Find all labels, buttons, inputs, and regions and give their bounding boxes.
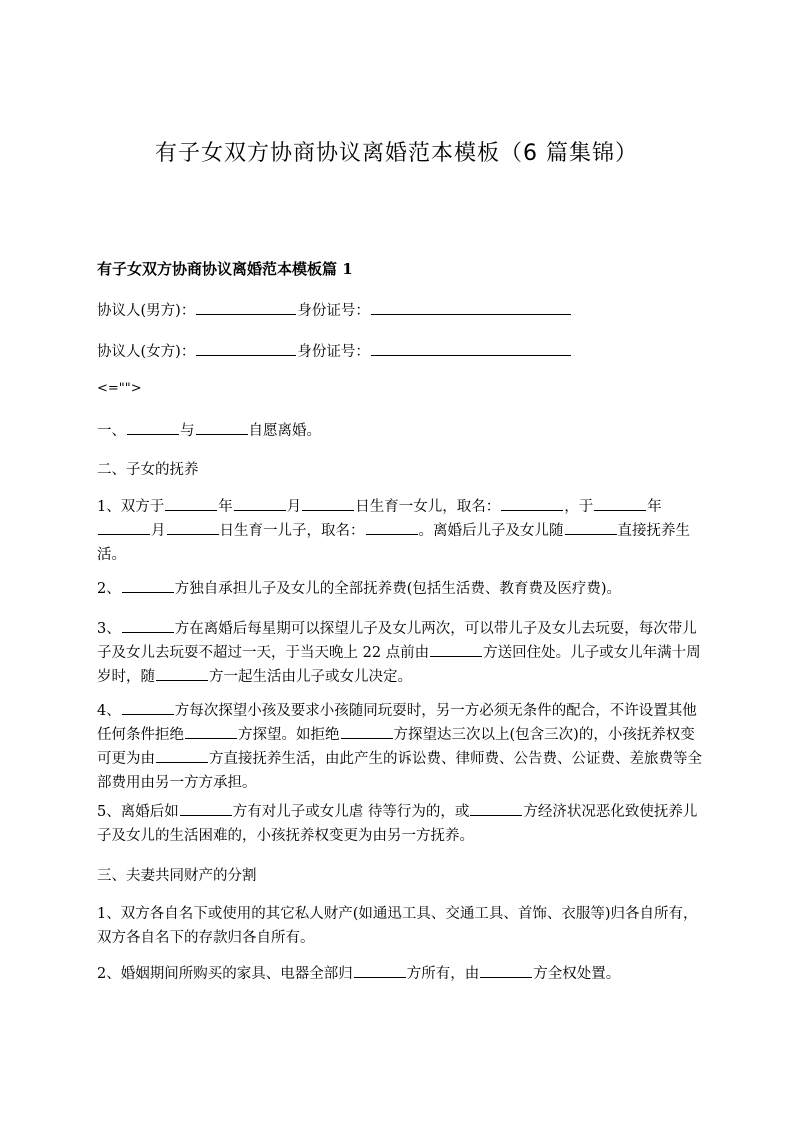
blank	[302, 496, 354, 511]
clause-1	[97, 419, 707, 444]
text: ，于	[564, 499, 594, 515]
blank	[594, 496, 646, 511]
party-b-blank	[196, 420, 248, 435]
blank	[122, 700, 174, 715]
blank	[234, 496, 286, 511]
blank	[185, 724, 237, 739]
husband-line	[97, 299, 707, 324]
paragraph-2-3	[97, 617, 707, 689]
text: 方所有，由	[406, 966, 480, 982]
text: 方经济状况恶化致使抚养儿子及女儿的生活困难的，小孩抚养权变更为由另一方抚养。	[97, 804, 698, 844]
text: 方每次探望小孩及要求小孩随同玩耍时，另一方必须无条件的配合，不许设置其他任何条件拒绝	[97, 703, 697, 743]
paragraph-2-4	[97, 699, 707, 795]
text: 2、	[97, 581, 121, 597]
section-title: 有子女双方协商协议离婚范本模板篇 1	[97, 260, 353, 278]
text: 日生育一女儿，取名：	[355, 499, 501, 515]
paragraph-2-1	[97, 495, 707, 567]
document-title: 有子女双方协商协议离婚范本模板（6 篇集锦）	[155, 141, 638, 166]
husband-id-blank	[371, 300, 571, 315]
husband-label: 协议人(男方)：	[97, 303, 196, 319]
blank	[180, 801, 232, 816]
text: 日生育一儿子，取名：	[219, 523, 365, 539]
blank	[354, 963, 406, 978]
text: 方一起生活由儿子或女儿决定。	[209, 669, 412, 685]
party-a-blank	[127, 420, 179, 435]
husband-id-label: 身份证号：	[297, 303, 370, 319]
text: 1、双方于	[97, 499, 165, 515]
blank	[565, 520, 617, 535]
clause-1-suffix: 自愿离婚。	[248, 423, 321, 439]
blank	[156, 748, 208, 763]
text: 月	[151, 523, 166, 539]
blank	[480, 963, 532, 978]
wife-line	[97, 340, 707, 365]
husband-name-blank	[196, 300, 296, 315]
paragraph-2-2	[97, 577, 707, 602]
text: 直接抚养生活。	[97, 523, 690, 563]
text: 方直接抚养生活，由此产生的诉讼费、律师费、公告费、公证费、差旅费等全部费用由另一方方承担。	[97, 751, 702, 791]
text: 年	[647, 499, 662, 515]
blank	[167, 520, 219, 535]
text: 方有对儿子或女儿虐 待等行为的，或	[232, 804, 470, 820]
text: 5、离婚后如	[97, 804, 179, 820]
text: 方独自承担儿子及女儿的全部抚养费(包括生活费、教育费及医疗费)。	[174, 581, 622, 597]
text: 方送回住处。儿子或女儿年满十周岁时，随	[97, 645, 701, 685]
text: 3、	[97, 621, 121, 637]
blank	[122, 618, 174, 633]
blank	[366, 520, 418, 535]
text: 2、婚姻期间所购买的家具、电器全部归	[97, 966, 353, 982]
wife-id-blank	[371, 341, 571, 356]
blank	[430, 642, 482, 657]
blank	[122, 578, 174, 593]
blank	[470, 801, 522, 816]
blank	[165, 496, 217, 511]
blank	[501, 496, 563, 511]
text: 方探望。如拒绝	[238, 727, 340, 743]
text: 方在离婚后每星期可以探望儿子及女儿两次，可以带儿子及女儿去玩耍，每次带儿子及女儿去玩耍不超过一天，于当天晚上 22 点前由	[97, 621, 697, 661]
blank	[98, 520, 150, 535]
paragraph-3-2	[97, 962, 707, 987]
blank	[156, 666, 208, 681]
wife-name-blank	[196, 341, 296, 356]
blank	[341, 724, 393, 739]
text: 年	[218, 499, 233, 515]
text: 。离婚后儿子及女儿随	[418, 523, 564, 539]
clause-1-prefix: 一、	[97, 423, 126, 439]
paragraph-3-1: 1、双方各自名下或使用的其它私人财产(如通迅工具、交通工具、首饰、衣服等)归各自所有，双方各自名下的存款归各自所有。	[97, 906, 698, 946]
text: 方探望达三次以上(包含三次)的，小孩抚养权变可更为由	[97, 727, 695, 767]
section-3-heading: 三、夫妻共同财产的分割	[97, 868, 257, 884]
text: 方全权处置。	[533, 966, 621, 982]
wife-id-label: 身份证号：	[297, 344, 370, 360]
wife-label: 协议人(女方)：	[97, 344, 196, 360]
text: 4、	[97, 703, 121, 719]
paragraph-2-5	[97, 800, 707, 848]
stray-markup-text: <="">	[97, 381, 142, 396]
section-2-heading: 二、子女的抚养	[97, 462, 199, 478]
text: 月	[286, 499, 302, 515]
clause-1-and: 与	[180, 423, 195, 439]
